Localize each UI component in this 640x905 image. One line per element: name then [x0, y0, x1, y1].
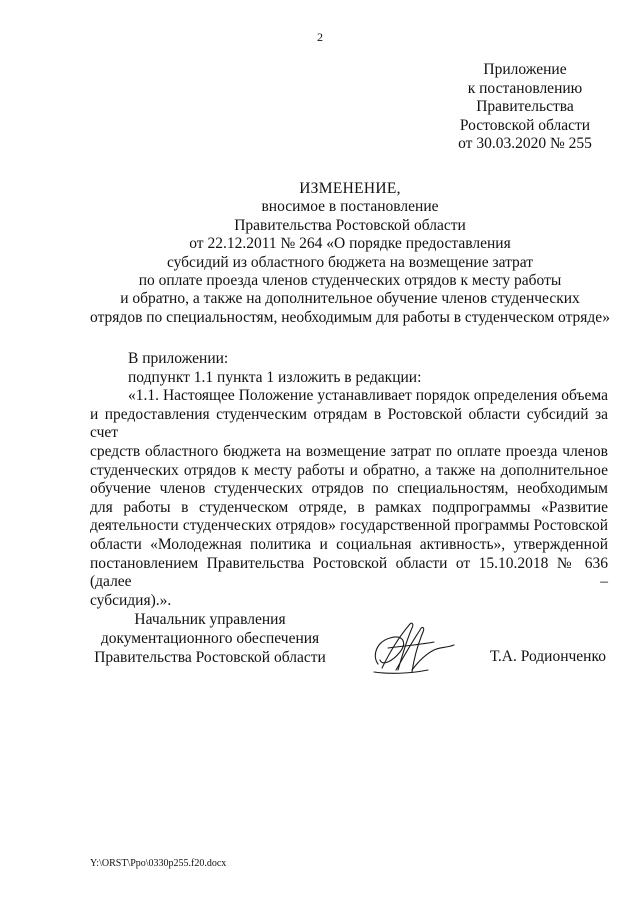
- document-body: [90, 350, 608, 610]
- signatory-position: [90, 610, 330, 667]
- paragraph-line: обучение членов студенческих отрядов по специальностям, необходимым: [90, 480, 608, 498]
- body-intro: В приложении:: [128, 350, 229, 367]
- title-line: вносимое в постановление: [261, 198, 439, 216]
- appendix-line: Правительства: [476, 98, 574, 115]
- footer-file-path: Y:\ORST\Ppo\0330p255.f20.docx: [90, 858, 227, 869]
- title-line: по оплате проезда членов студенческих отрядов к месту работы: [138, 272, 562, 290]
- title-line: и обратно, а также на дополнительное обучение членов студенческих: [120, 290, 580, 308]
- paragraph-line: деятельности студенческих отрядов» государственной программы Ростовской: [90, 517, 608, 535]
- title-line: отрядов по специальностям, необходимым для работы в студенческом отряде»: [90, 308, 610, 326]
- handwritten-signature: [368, 612, 458, 682]
- appendix-line: Ростовской области: [459, 116, 591, 134]
- paragraph-line: «1.1. Настоящее Положение устанавливает порядок определения объема: [128, 387, 608, 405]
- paragraph-line: области «Молодежная политика и социальная активность», утвержденной: [90, 535, 608, 553]
- document-title: [60, 180, 640, 327]
- appendix-line: к постановлению: [467, 79, 583, 97]
- title-line: субсидий из областного бюджета на возмещение затрат: [166, 253, 534, 271]
- appendix-line: Приложение: [483, 61, 567, 78]
- paragraph-line: постановлением Правительства Ростовской области от 15.10.2018 № 636 (далее –: [90, 554, 608, 591]
- appendix-reference: [440, 61, 610, 154]
- position-line: Правительства Ростовской области: [94, 649, 326, 666]
- title-heading: ИЗМЕНЕНИЕ,: [299, 180, 401, 197]
- paragraph-line: субсидия).».: [90, 591, 172, 609]
- amendment-paragraph: [90, 387, 608, 610]
- page-number: 2: [317, 30, 323, 44]
- body-instruction: подпункт 1.1 пункта 1 изложить в редакции:: [128, 368, 422, 386]
- title-line: Правительства Ростовской области: [234, 216, 466, 234]
- paragraph-line: студенческих отрядов к месту работы и обратно, а также на дополнительное: [90, 461, 608, 479]
- position-line: документационного обеспечения: [100, 630, 320, 647]
- paragraph-line: средств областного бюджета на возмещение затрат по оплате проезда членов: [90, 442, 608, 460]
- position-line: Начальник управления: [134, 611, 286, 628]
- title-line: от 22.12.2011 № 264 «О порядке предоставления: [189, 235, 511, 253]
- paragraph-line: и предоставления студенческим отрядам в Ростовской области субсидий за счет: [90, 405, 608, 442]
- appendix-line: от 30.03.2020 № 255: [458, 135, 592, 152]
- signatory-name: Т.А. Родионченко: [490, 648, 606, 665]
- paragraph-line: для работы в студенческом отряде, в рамках подпрограммы «Развитие: [90, 498, 608, 516]
